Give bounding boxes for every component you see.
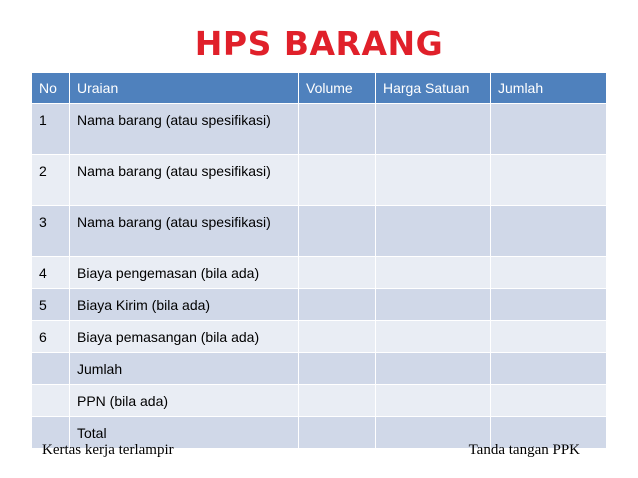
table-row <box>32 385 607 417</box>
cell-jumlah <box>491 385 607 417</box>
cell-uraian: Nama barang (atau spesifikasi) <box>70 155 299 206</box>
cell-jumlah <box>491 257 607 289</box>
header-volume: Volume <box>299 73 376 104</box>
table-row <box>32 289 607 321</box>
cell-harga-satuan <box>376 353 491 385</box>
cell-uraian: Total <box>70 417 299 449</box>
cell-harga-satuan <box>376 155 491 206</box>
cell-volume <box>299 104 376 155</box>
cell-uraian: Jumlah <box>70 353 299 385</box>
cell-no: 4 <box>32 257 70 289</box>
cell-jumlah <box>491 206 607 257</box>
cell-no: 6 <box>32 321 70 353</box>
cell-uraian: Nama barang (atau spesifikasi) <box>70 104 299 155</box>
cell-no: 3 <box>32 206 70 257</box>
table-row <box>32 257 607 289</box>
cell-harga-satuan <box>376 206 491 257</box>
cell-no: 1 <box>32 104 70 155</box>
hps-table <box>31 72 607 449</box>
cell-no <box>32 353 70 385</box>
cell-volume <box>299 257 376 289</box>
cell-jumlah <box>491 353 607 385</box>
table-row <box>32 104 607 155</box>
cell-jumlah <box>491 155 607 206</box>
page-title: HPS BARANG <box>194 24 444 63</box>
header-uraian: Uraian <box>70 73 299 104</box>
table-row <box>32 155 607 206</box>
cell-volume <box>299 289 376 321</box>
cell-uraian: Biaya Kirim (bila ada) <box>70 289 299 321</box>
cell-jumlah <box>491 289 607 321</box>
cell-volume <box>299 155 376 206</box>
footer-note-left: Kertas kerja terlampir <box>42 442 174 458</box>
cell-jumlah <box>491 104 607 155</box>
cell-uraian: PPN (bila ada) <box>70 385 299 417</box>
cell-harga-satuan <box>376 321 491 353</box>
cell-volume <box>299 385 376 417</box>
cell-jumlah <box>491 321 607 353</box>
cell-volume <box>299 321 376 353</box>
cell-volume <box>299 353 376 385</box>
cell-no <box>32 385 70 417</box>
header-jumlah: Jumlah <box>491 73 607 104</box>
cell-uraian: Nama barang (atau spesifikasi) <box>70 206 299 257</box>
table-row <box>32 321 607 353</box>
footer-note-right: Tanda tangan PPK <box>468 442 580 458</box>
cell-uraian: Biaya pengemasan (bila ada) <box>70 257 299 289</box>
cell-no: 5 <box>32 289 70 321</box>
table-row <box>32 353 607 385</box>
cell-no: 2 <box>32 155 70 206</box>
cell-volume <box>299 417 376 449</box>
table-header-row <box>32 73 607 104</box>
table-row <box>32 206 607 257</box>
cell-harga-satuan <box>376 385 491 417</box>
cell-harga-satuan <box>376 257 491 289</box>
cell-harga-satuan <box>376 104 491 155</box>
header-no: No <box>32 73 70 104</box>
header-harga-satuan: Harga Satuan <box>376 73 491 104</box>
cell-harga-satuan <box>376 289 491 321</box>
cell-uraian: Biaya pemasangan (bila ada) <box>70 321 299 353</box>
cell-volume <box>299 206 376 257</box>
